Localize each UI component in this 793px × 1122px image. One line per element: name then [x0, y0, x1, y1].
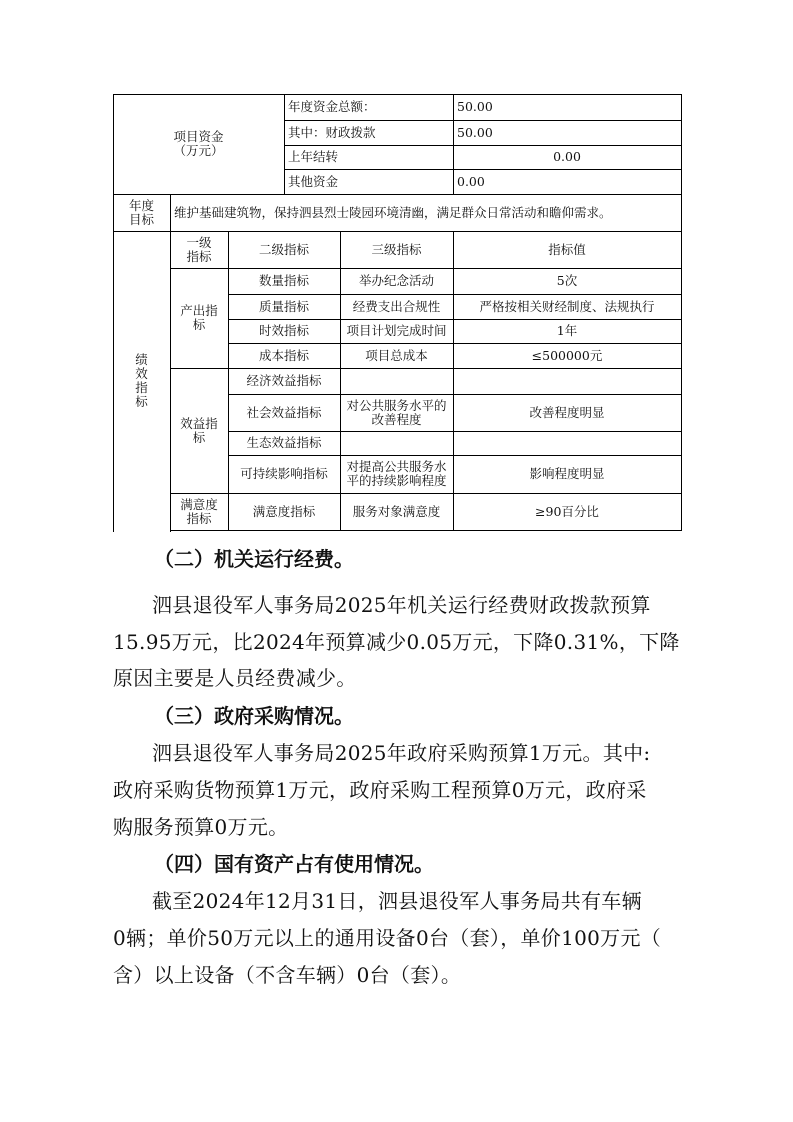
- indicator-level3: 服务对象满意度: [352, 503, 441, 519]
- paragraph-line: 泗县退役军人事务局2025年机关运行经费财政拨款预算: [152, 593, 651, 617]
- indicator-level3: 对公共服务水平的 改善程度: [346, 397, 447, 427]
- paragraph-line: 泗县退役军人事务局2025年政府采购预算1万元。其中:: [152, 741, 651, 765]
- indicator-value: ≥90百分比: [535, 503, 599, 519]
- goal-label-2: 目标: [128, 211, 154, 227]
- indicator-value: ≤500000元: [531, 347, 603, 363]
- funding-row-value: 0.00: [457, 173, 485, 189]
- section-heading: （二）机关运行经费。: [154, 547, 354, 571]
- indicator-level2: 生态效益指标: [246, 435, 322, 450]
- indicator-level3: 项目总成本: [365, 347, 428, 363]
- group-output: 产出指 标: [180, 303, 218, 332]
- header-level2: 二级指标: [258, 241, 309, 257]
- indicator-level3: 项目计划完成时间: [346, 323, 447, 338]
- header-level1: 一级 指标: [186, 234, 212, 264]
- funding-row-name: 年度资金总额：: [288, 99, 376, 114]
- funding-row-value: 50.00: [457, 99, 493, 114]
- indicator-level2: 经济效益指标: [246, 373, 322, 388]
- indicator-level3: 经费支出合规性: [352, 298, 441, 314]
- funding-row-name: 上年结转: [288, 149, 339, 164]
- funding-row-name: 其中：财政拨款: [288, 124, 376, 140]
- paragraph-line: 购服务预算0万元。: [113, 815, 289, 839]
- section-heading: （三）政府采购情况。: [154, 704, 354, 728]
- paragraph-line: 含）以上设备（不含车辆）0台（套）。: [113, 963, 462, 987]
- indicator-value: [453, 368, 681, 394]
- indicator-value: 5次: [556, 273, 578, 288]
- indicator-level2: 时效指标: [258, 323, 309, 338]
- indicator-value: 改善程度明显: [529, 404, 605, 420]
- section-heading: （四）国有资产占有使用情况。: [154, 852, 434, 876]
- header-level3: 三级指标: [371, 241, 422, 257]
- paragraph-line: 原因主要是人员经费减少。: [113, 666, 357, 690]
- indicators-label: 绩 效 指 标: [135, 352, 148, 409]
- funding-label: 项目资金: [173, 129, 224, 144]
- funding-row-value: 0.00: [553, 149, 581, 164]
- indicator-level2: 社会效益指标: [246, 404, 322, 420]
- header-value: 指标值: [548, 241, 586, 257]
- paragraph-line: 截至2024年12月31日，泗县退役军人事务局共有车辆: [152, 889, 642, 913]
- group-satisfaction: 满意度 指标: [180, 496, 218, 526]
- indicator-level3: [340, 368, 453, 394]
- paragraph-line: 0辆；单价50万元以上的通用设备0台（套），单价100万元（: [113, 926, 662, 950]
- funding-row-value: 50.00: [457, 124, 493, 140]
- indicator-level3: 对提高公共服务水 平的持续影响程度: [346, 459, 447, 488]
- paragraph-line: 15.95万元，比2024年预算减少0.05万元，下降0.31%，下降: [113, 630, 680, 654]
- funding-label-unit: （万元）: [173, 143, 224, 158]
- indicator-level2: 成本指标: [258, 347, 309, 363]
- indicator-value: 影响程度明显: [529, 466, 605, 481]
- indicator-level2: 质量指标: [258, 298, 309, 314]
- indicator-value: [453, 431, 681, 455]
- indicator-level2: 可持续影响指标: [240, 466, 328, 481]
- group-benefit: 效益指 标: [180, 415, 218, 445]
- goal-label: 年度: [128, 197, 154, 213]
- indicator-value: 1年: [556, 323, 578, 338]
- funding-row-name: 其他资金: [288, 173, 339, 189]
- indicator-level2: 满意度指标: [252, 503, 316, 519]
- indicator-value: 严格按相关财经制度、法规执行: [479, 298, 655, 314]
- goal-text: 维护基础建筑物，保持泗县烈士陵园环境清幽，满足群众日常活动和瞻仰需求。: [174, 204, 612, 220]
- indicator-level3: 举办纪念活动: [358, 273, 434, 288]
- indicator-level3: [340, 431, 453, 455]
- paragraph-line: 政府采购货物预算1万元，政府采购工程预算0万元，政府采: [113, 778, 647, 802]
- performance-table: [0, 0, 793, 540]
- indicator-level2: 数量指标: [258, 273, 309, 288]
